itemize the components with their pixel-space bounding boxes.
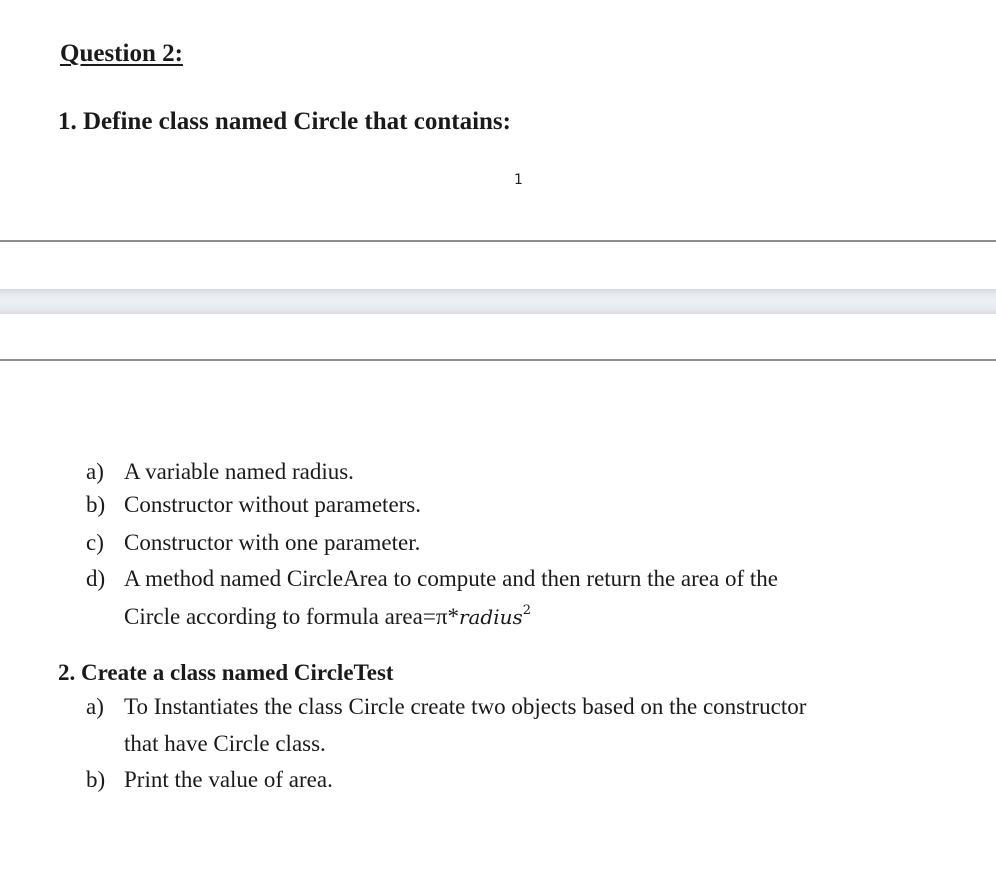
page-number: 1 — [514, 172, 523, 188]
question2-title: 2. Create a class named CircleTest — [58, 660, 394, 685]
page-break-bottom-rule — [0, 359, 996, 361]
list-marker: d) — [86, 566, 106, 591]
question-heading: Question 2: — [60, 40, 183, 67]
list-marker: c) — [86, 530, 104, 555]
list-item-text: Constructor without parameters. — [124, 492, 422, 517]
list-item-q1-d-line2 — [124, 596, 531, 632]
formula-exponent: 2 — [522, 603, 532, 618]
list-marker: b) — [86, 492, 106, 517]
list-item-q2-a-line2: that have Circle class. — [124, 731, 326, 756]
list-item-text: Print the value of area. — [124, 767, 333, 792]
question1-title: 1. Define class named Circle that contains: — [58, 108, 511, 135]
list-item-text: A method named CircleArea to compute and then return the area of the — [124, 566, 778, 591]
list-item-text: Constructor with one parameter. — [124, 530, 421, 555]
formula-variable: radius — [458, 605, 523, 629]
page-break-top-rule — [0, 240, 996, 242]
formula-prefix-text: Circle according to formula area=π* — [124, 604, 459, 629]
list-marker: a) — [86, 694, 104, 719]
list-marker: a) — [86, 459, 104, 484]
list-marker: b) — [86, 767, 106, 792]
list-item-text: A variable named radius. — [124, 459, 354, 484]
list-item-text: To Instantiates the class Circle create two objects based on the constructor — [124, 694, 807, 719]
page-gap-band — [0, 289, 996, 314]
